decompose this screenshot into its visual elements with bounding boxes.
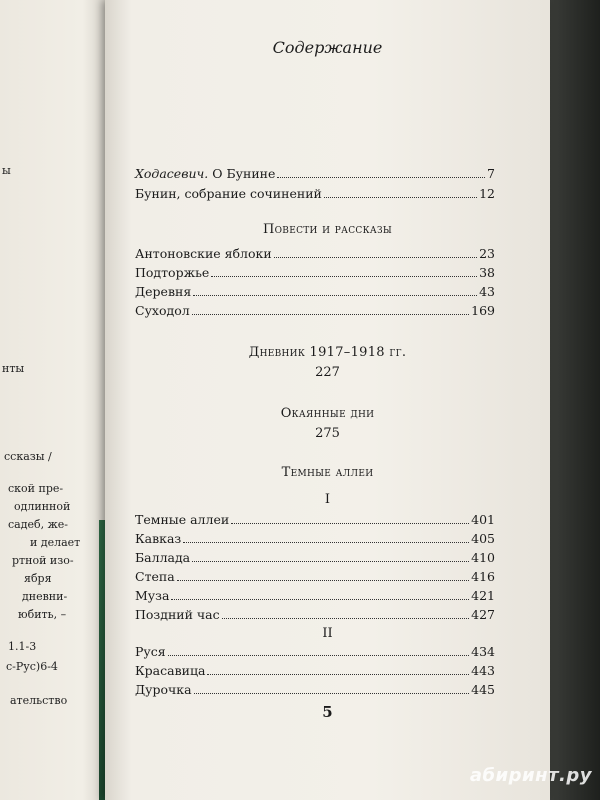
- toc-entry: [135, 303, 495, 319]
- toc-page: 421: [471, 588, 495, 603]
- toc-entry: [135, 531, 495, 547]
- toc-label: Кавказ: [135, 531, 182, 546]
- toc-label: Степа: [135, 569, 175, 584]
- toc-page: 445: [471, 682, 495, 697]
- toc-label: Муза: [135, 588, 170, 603]
- left-fragment: ской пре-: [8, 482, 64, 495]
- left-fragment: ября: [24, 572, 52, 585]
- toc-label: Баллада: [135, 550, 191, 565]
- left-fragment: садеб, же-: [8, 518, 68, 531]
- toc-label: Суходол: [135, 303, 190, 318]
- dot-leader: [231, 523, 469, 524]
- toc-label: Деревня: [135, 284, 192, 299]
- toc-entry: [135, 663, 495, 679]
- background-surface: [550, 0, 600, 800]
- part-numeral: II: [322, 626, 333, 641]
- toc-label: Дурочка: [135, 682, 192, 697]
- dot-leader: [274, 257, 477, 258]
- toc-page: 416: [471, 569, 495, 584]
- toc-entry: [135, 166, 495, 182]
- toc-page: 427: [471, 607, 495, 622]
- page-title: Содержание: [272, 38, 383, 57]
- toc-label: Бунин, собрание сочинений: [135, 186, 322, 201]
- left-fragment: нты: [2, 362, 25, 375]
- toc-page: 7: [487, 166, 495, 181]
- section-heading: Темные аллеи: [281, 465, 374, 480]
- left-fragment: и делает: [30, 536, 81, 549]
- left-fragment: с-Рус)6-4: [6, 660, 58, 673]
- toc-page: 169: [471, 303, 495, 318]
- page-number: 5: [322, 703, 333, 721]
- toc-page: 405: [471, 531, 495, 546]
- toc-entry: [135, 682, 495, 698]
- left-fragment: ательство: [10, 694, 68, 707]
- toc-label: Красавица: [135, 663, 206, 678]
- toc-entry: [135, 512, 495, 528]
- dot-leader: [183, 542, 469, 543]
- toc-page: 401: [471, 512, 495, 527]
- watermark: абиринт.ру: [469, 765, 592, 786]
- dot-leader: [222, 618, 470, 619]
- section-page: 227: [315, 365, 340, 380]
- toc-entry: [135, 588, 495, 604]
- toc-page: 12: [479, 186, 495, 201]
- section-heading: Окаянные дни: [280, 406, 375, 421]
- toc-entry: [135, 284, 495, 300]
- contents-page: [105, 0, 550, 800]
- toc-label: Поздний час: [135, 607, 220, 622]
- dot-leader: [177, 580, 469, 581]
- left-fragment: ы: [2, 164, 11, 177]
- part-numeral: I: [324, 492, 331, 507]
- left-fragment: ссказы /: [4, 450, 52, 463]
- toc-page: 43: [479, 284, 495, 299]
- dot-leader: [324, 197, 477, 198]
- dot-leader: [277, 177, 485, 178]
- toc-page: 23: [479, 246, 495, 261]
- toc-entry: [135, 607, 495, 623]
- toc-page: 443: [471, 663, 495, 678]
- dot-leader: [192, 561, 469, 562]
- left-fragment: ртной изо-: [12, 554, 74, 567]
- dot-leader: [194, 693, 470, 694]
- dot-leader: [171, 599, 469, 600]
- toc-label: Темные аллеи: [135, 512, 230, 527]
- toc-page: 38: [479, 265, 495, 280]
- dot-leader: [211, 276, 477, 277]
- left-fragment: юбить, –: [18, 608, 67, 621]
- toc-page: 410: [471, 550, 495, 565]
- dot-leader: [192, 314, 469, 315]
- toc-author: Ходасевич.: [135, 166, 209, 181]
- toc-entry: [135, 644, 495, 660]
- left-fragment: дневни-: [22, 590, 68, 603]
- toc-entry: [135, 246, 495, 262]
- toc-label: Руся: [135, 644, 166, 659]
- section-heading: Повести и рассказы: [262, 222, 393, 237]
- toc-label: О Бунине: [208, 166, 276, 181]
- section-heading: Дневник 1917–1918 гг.: [248, 345, 407, 360]
- toc-label: Подторжье: [135, 265, 210, 280]
- toc-page: 434: [471, 644, 495, 659]
- left-fragment: одлинной: [14, 500, 71, 513]
- toc-entry: [135, 186, 495, 202]
- section-page: 275: [315, 426, 340, 441]
- toc-entry: [135, 265, 495, 281]
- dot-leader: [193, 295, 477, 296]
- toc-label: Антоновские яблоки: [135, 246, 272, 261]
- left-fragment: 1.1-3: [8, 640, 37, 653]
- dot-leader: [207, 674, 469, 675]
- toc-entry: [135, 569, 495, 585]
- toc-entry: [135, 550, 495, 566]
- dot-leader: [168, 655, 469, 656]
